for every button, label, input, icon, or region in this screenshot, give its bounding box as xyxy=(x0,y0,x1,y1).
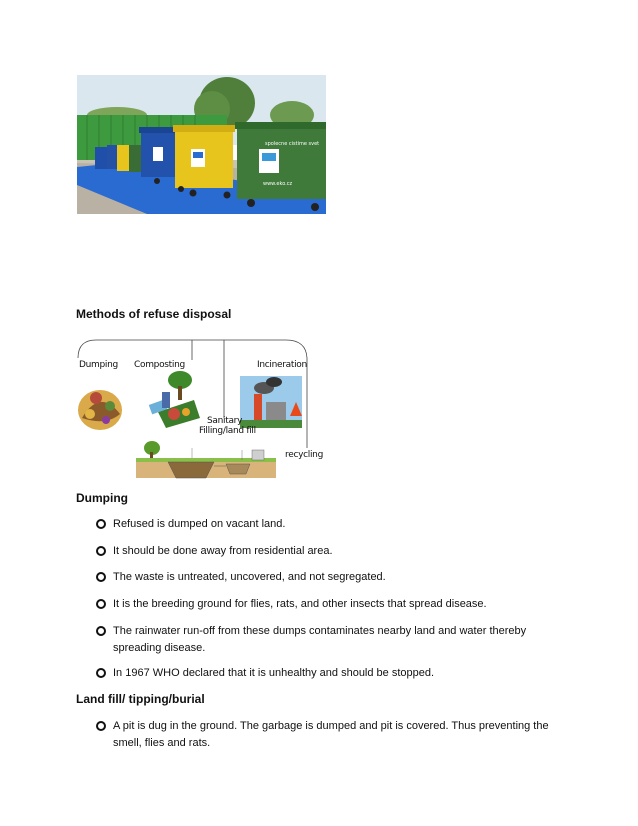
list-item xyxy=(96,665,576,682)
circle-bullet-icon xyxy=(96,721,106,731)
list-item-text: It is the breeding ground for flies, rats, and other insects that spread disease. xyxy=(113,598,487,610)
list-item-text: The waste is untreated, uncovered, and not segregated. xyxy=(113,571,386,583)
diagram-label-filling: Filling/land fill xyxy=(199,426,256,436)
diagram-label-composting: Composting xyxy=(134,360,185,370)
section-heading-landfill: Land fill/ tipping/burial xyxy=(76,692,205,706)
incineration-illustration xyxy=(240,376,302,428)
recycling-bins-illustration xyxy=(77,75,326,214)
list-item-text: In 1967 WHO declared that it is unhealthy and should be stopped. xyxy=(113,667,435,679)
list-item-text: Refused is dumped on vacant land. xyxy=(113,518,286,530)
diagram-label-sanitary: Sanitary xyxy=(207,416,243,426)
diagram-label-recycling: recycling xyxy=(285,450,323,460)
composting-illustration xyxy=(149,371,200,428)
section-heading-methods: Methods of refuse disposal xyxy=(76,307,232,321)
circle-bullet-icon xyxy=(96,546,106,556)
landfill-illustration xyxy=(136,441,276,478)
circle-bullet-icon xyxy=(96,668,106,678)
circle-bullet-icon xyxy=(96,599,106,609)
list-item xyxy=(96,543,576,560)
list-item xyxy=(96,596,576,613)
section-heading-dumping: Dumping xyxy=(76,491,128,505)
list-item xyxy=(96,623,576,656)
bin-url-text: www.eko.cz xyxy=(263,181,293,187)
dumping-illustration xyxy=(78,390,122,430)
diagram-label-incineration: Incineration xyxy=(257,360,307,370)
disposal-methods-graphic xyxy=(76,336,312,480)
list-item xyxy=(96,569,576,586)
list-item xyxy=(96,718,576,751)
circle-bullet-icon xyxy=(96,519,106,529)
circle-bullet-icon xyxy=(96,626,106,636)
circle-bullet-icon xyxy=(96,572,106,582)
list-item-text: The rainwater run-off from these dumps contaminates nearby land and water thereby spreading disease. xyxy=(113,625,527,654)
list-item xyxy=(96,516,576,533)
recycling-bins-photo xyxy=(77,75,326,214)
list-item-text: A pit is dug in the ground. The garbage is dumped and pit is covered. Thus preventing the smell, flies and rats. xyxy=(113,720,549,749)
bin-signage-text: spolecne cistime svet xyxy=(265,141,320,147)
diagram-label-dumping: Dumping xyxy=(79,360,118,370)
list-item-text: It should be done away from residential area. xyxy=(113,545,333,557)
disposal-methods-diagram xyxy=(76,336,323,480)
